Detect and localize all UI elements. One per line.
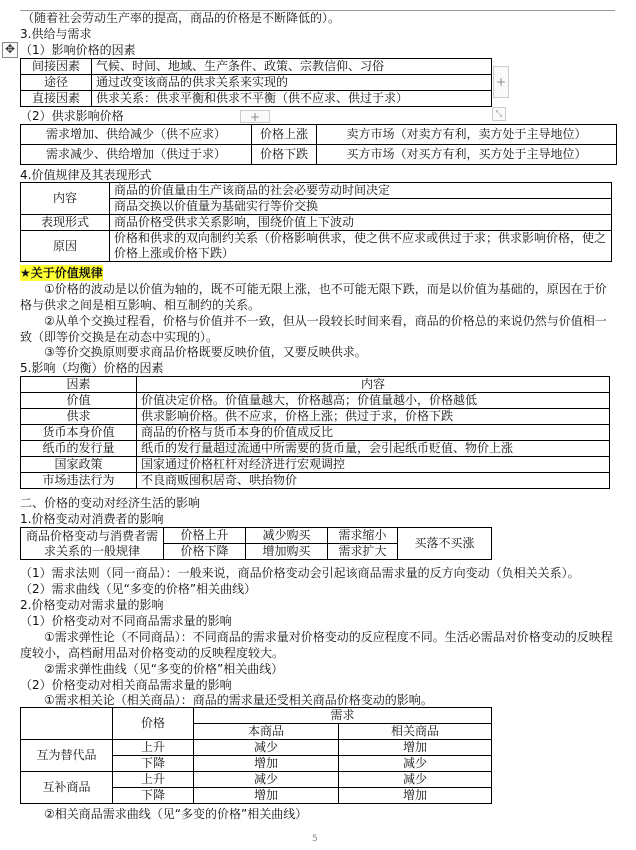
cell: 直接因素 (21, 91, 92, 107)
cell: 商品价格受供求关系影响，围绕价值上下波动 (110, 215, 612, 231)
paragraph: ①价格的波动是以价值为轴的，既不可能无限上涨，也不可能无限下跌，而是以价值为基础的，原因在于价格与供求之间是相互影响、相互制约的关系。 (20, 282, 607, 312)
cell: 需求缩小 (328, 528, 398, 544)
cell: 需求扩大 (328, 544, 398, 560)
cell: 途径 (21, 75, 92, 91)
page-number: 5 (312, 834, 318, 844)
cell: 需求减少、供给增加（供过于求） (21, 145, 252, 165)
cell: 内容 (21, 183, 110, 215)
cell: 供求影响价格。供不应求，价格上涨；供过于求，价格下跌 (137, 409, 610, 425)
cell: 增加 (194, 788, 339, 804)
section-3-title: 3.供给与需求 (20, 27, 92, 41)
paragraph: ③等价交换原则要求商品价格既要反映价值，又要反映供求。 (44, 345, 367, 359)
related-goods-table (20, 707, 492, 804)
part-2-s1: 1.价格变动对消费者的影响 (20, 512, 164, 526)
cell: 国家通过价格杠杆对经济进行宏观调控 (137, 457, 610, 473)
supply-demand-table (20, 124, 617, 165)
cell: 通过改变该商品的供求关系来实现的 (92, 75, 492, 91)
cell: 卖方市场（对卖方有利，卖方处于主导地位） (317, 125, 617, 145)
header-cell: 因素 (21, 377, 137, 393)
section-5-title: 5.影响（均衡）价格的因素 (20, 361, 164, 375)
text-line: ①需求相关论（相关商品）：商品的需求量还受相关商品价格变动的影响。 (44, 693, 433, 707)
cell: 商品的价值量由生产该商品的社会必要劳动时间决定 (110, 183, 612, 199)
cell: 减少 (194, 772, 339, 788)
cell: 需求 (194, 708, 492, 724)
text-line: （2）价格变动对相关商品需求量的影响 (20, 678, 232, 692)
cell: 互为替代品 (21, 740, 113, 772)
cell: 商品价格变动与消费者需求关系的一般规律 (21, 528, 164, 560)
paragraph: ①需求弹性论（不同商品）：不同商品的需求量对价格变动的反应程度不同。生活必需品对价格变动的反映程度较小，高档耐用品对价格变动的反映程度较大。 (20, 630, 613, 660)
empty-cell (21, 708, 113, 740)
text-line: ②相关商品需求曲线（见“多变的价格”相关曲线） (44, 807, 308, 821)
text-line: （1）需求法则（同一商品）：一般来说，商品价格变动会引起该商品需求量的反方向变动（负相关关系）。 (20, 566, 580, 580)
cell: 下降 (113, 788, 194, 804)
cell: 价值 (21, 393, 137, 409)
paragraph: ②从单个交换过程看，价格与价值并不一致，但从一段较长时间来看，商品的价格总的来说仍然与价值相一致（即等价交换是在动态中实现的）。 (20, 314, 607, 344)
value-law-table (20, 182, 612, 262)
text-line: ②需求弹性曲线（见“多变的价格”相关曲线） (44, 662, 284, 676)
cell: 增加 (339, 740, 492, 756)
cell: 价格上升 (164, 528, 246, 544)
cell: 不良商贩囤积居奇、哄抬物价 (137, 473, 610, 489)
cell: 国家政策 (21, 457, 137, 473)
resize-icon[interactable]: ⤡ (492, 107, 506, 121)
price-factors-table (20, 376, 610, 489)
cell: 货币本身价值 (21, 425, 137, 441)
part-2-title: 二、价格的变动对经济生活的影响 (20, 496, 201, 510)
cell: 上升 (113, 772, 194, 788)
cell: 增加 (339, 788, 492, 804)
cell: 上升 (113, 740, 194, 756)
cell: 买方市场（对买方有利，买方处于主导地位） (317, 145, 617, 165)
factors-table (20, 58, 492, 107)
cell: 价格下降 (164, 544, 246, 560)
cell: 价值决定价格。价值量越大，价格越高；价值量越小，价格越低 (137, 393, 610, 409)
move-handle-icon[interactable]: ✥ (2, 42, 18, 58)
cell: 表现形式 (21, 215, 110, 231)
cell: 纸币的发行量 (21, 441, 137, 457)
section-3-sub1: （1）影响价格的因素 (20, 43, 136, 57)
cell: 市场违法行为 (21, 473, 137, 489)
cell: 买落不买涨 (398, 528, 492, 560)
cell: 商品的价格与货币本身的价值成反比 (137, 425, 610, 441)
cell: 供求 (21, 409, 137, 425)
cell: 价格下跌 (252, 145, 317, 165)
text-line: （2）需求曲线（见“多变的价格”相关曲线） (20, 582, 257, 596)
add-column-plus-icon[interactable]: + (493, 66, 509, 98)
cell: 价格和供求的双向制约关系（价格影响供求，使之供不应求或供过于求；供求影响价格，使之价格上涨或价格下跌） (110, 231, 612, 262)
cell: 减少 (339, 772, 492, 788)
text-line: 2.价格变动对需求量的影响 (20, 598, 164, 612)
cell: 价格上涨 (252, 125, 317, 145)
consumer-table (20, 527, 492, 560)
cell: 原因 (21, 231, 110, 262)
cell: 减少 (194, 740, 339, 756)
cell: 相关商品 (339, 724, 492, 740)
section-4-title: 4.价值规律及其表现形式 (20, 168, 152, 182)
intro-text: （随着社会劳动生产率的提高，商品的价格是不断降低的）。 (22, 11, 341, 25)
header-cell: 内容 (137, 377, 610, 393)
cell: 纸币的发行量超过流通中所需要的货币量，会引起纸币贬值、物价上涨 (137, 441, 610, 457)
cell: 本商品 (194, 724, 339, 740)
cell: 商品交换以价值量为基础实行等价交换 (110, 199, 612, 215)
value-law-heading: ★关于价值规律 (20, 266, 103, 280)
section-3-sub2: （2）供求影响价格 (20, 109, 124, 123)
cell: 价格 (113, 708, 194, 740)
add-row-plus-icon[interactable]: + (240, 110, 270, 123)
cell: 增加购买 (246, 544, 328, 560)
cell: 增加 (194, 756, 339, 772)
cell: 需求增加、供给减少（供不应求） (21, 125, 252, 145)
cell: 间接因素 (21, 59, 92, 75)
cell: 气候、时间、地域、生产条件、政策、宗教信仰、习俗 (92, 59, 492, 75)
cell: 减少购买 (246, 528, 328, 544)
text-line: （1）价格变动对不同商品需求量的影响 (20, 614, 232, 628)
cell: 互补商品 (21, 772, 113, 804)
cell: 下降 (113, 756, 194, 772)
cell: 减少 (339, 756, 492, 772)
cell: 供求关系：供求平衡和供求不平衡（供不应求、供过于求） (92, 91, 492, 107)
